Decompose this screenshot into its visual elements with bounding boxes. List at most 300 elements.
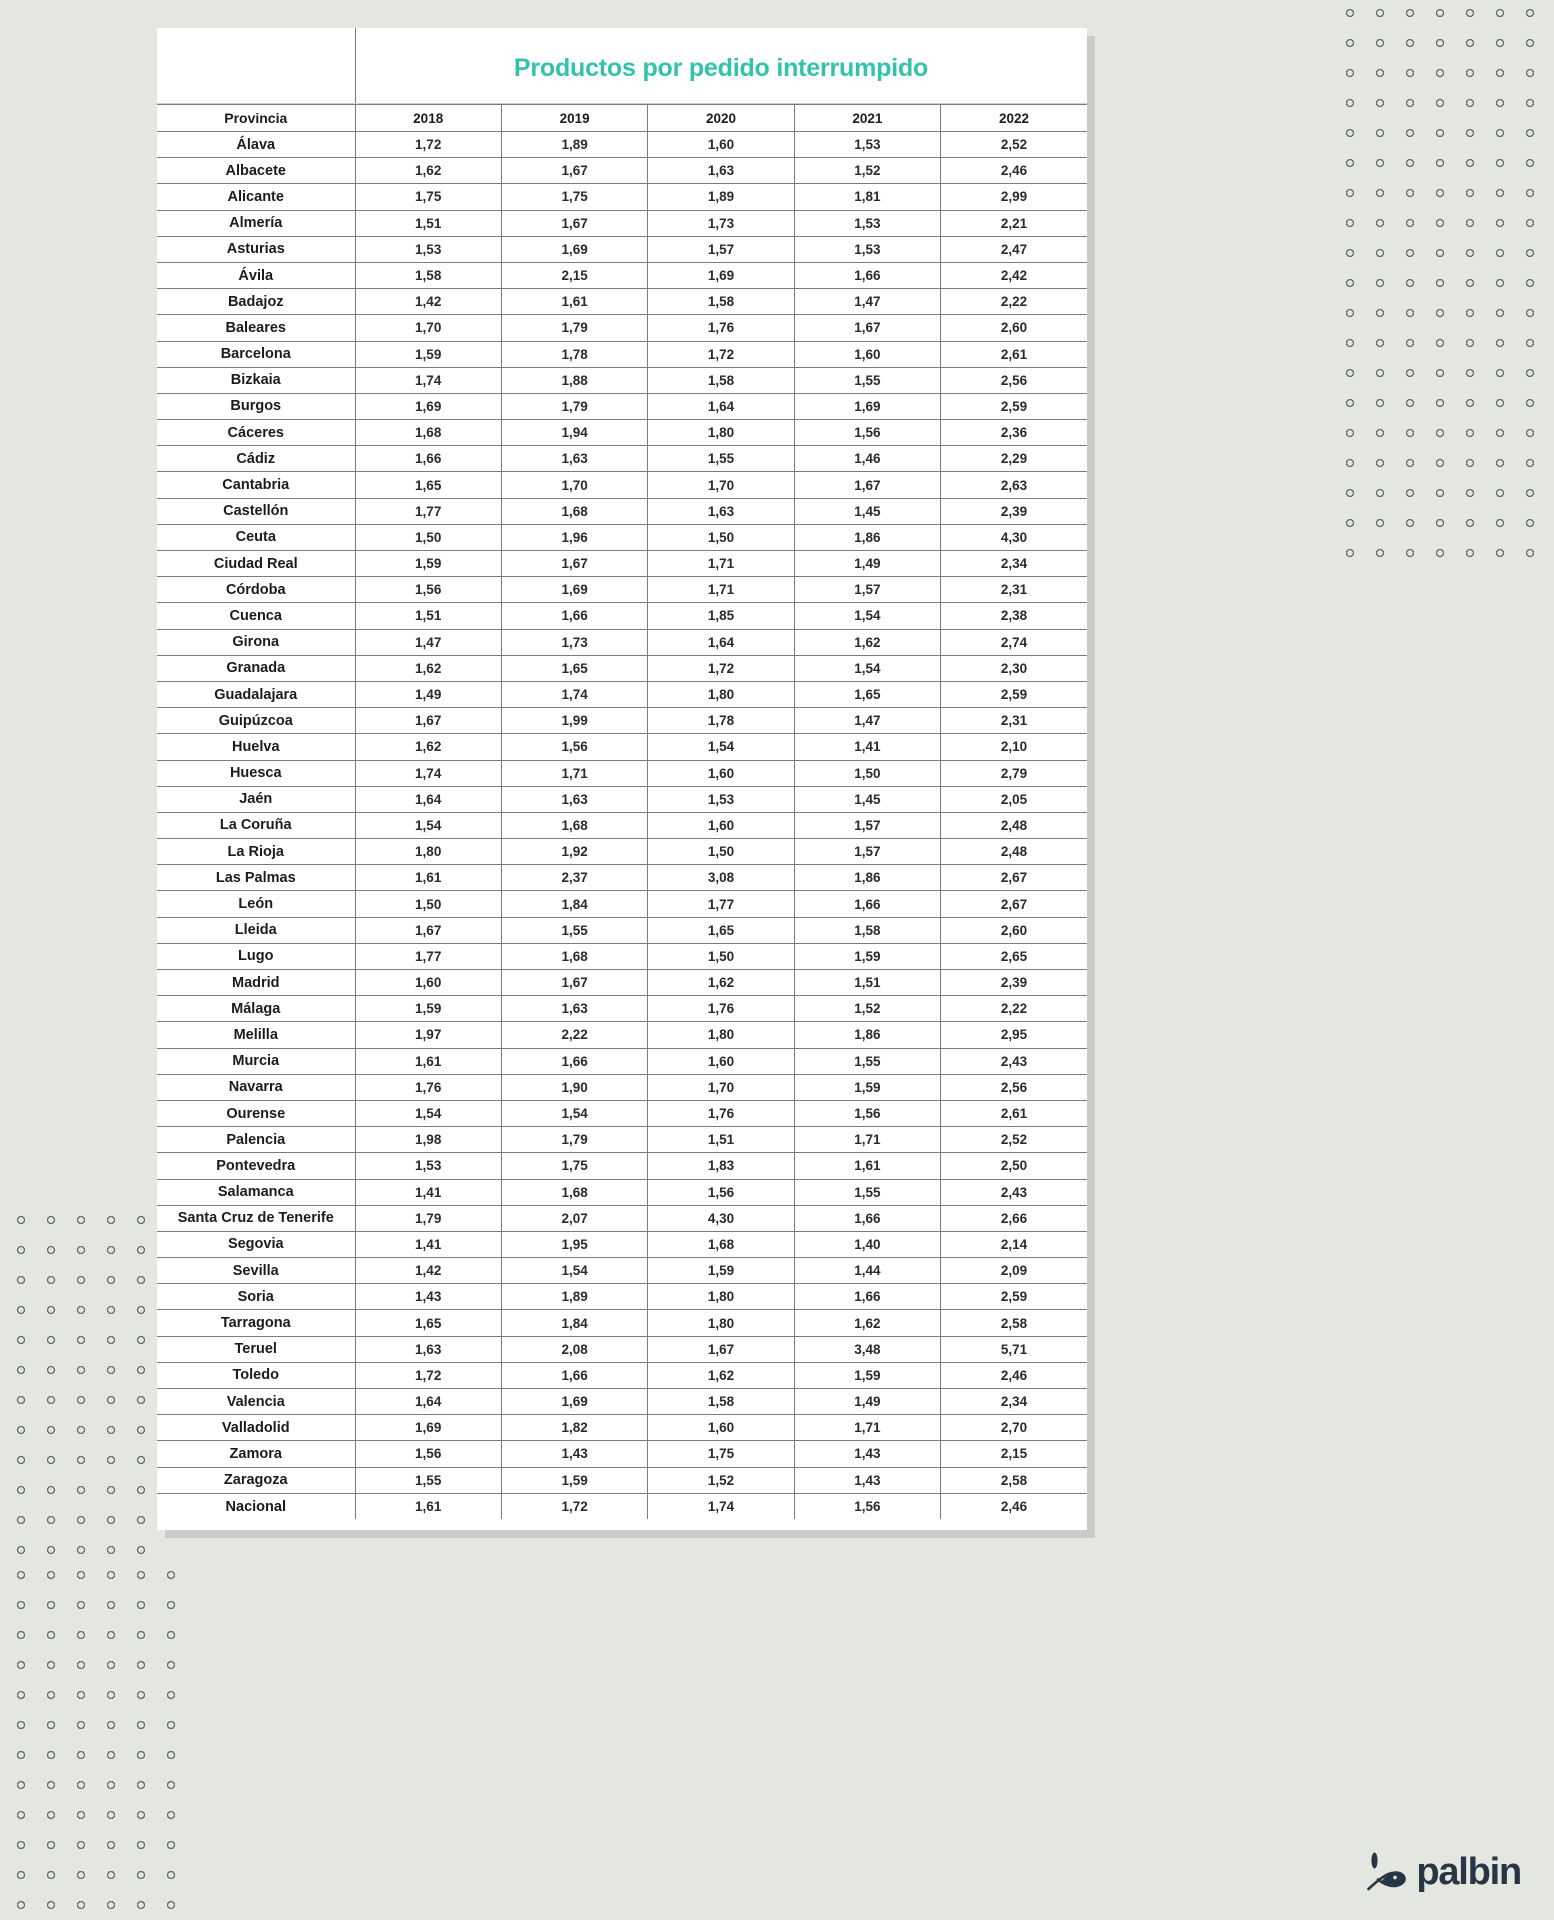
cell-value-2019: 1,66	[501, 1048, 647, 1074]
cell-value-2019: 1,69	[501, 1389, 647, 1415]
cell-value-2021: 1,46	[794, 446, 940, 472]
cell-value-2018: 1,67	[355, 708, 501, 734]
cell-value-2018: 1,56	[355, 1441, 501, 1467]
column-header-2018: 2018	[355, 105, 501, 132]
cell-value-2021: 1,57	[794, 839, 940, 865]
cell-value-2019: 1,65	[501, 655, 647, 681]
page-title: Productos por pedido interrumpido	[513, 54, 929, 82]
cell-province: Santa Cruz de Tenerife	[157, 1205, 355, 1231]
cell-value-2021: 1,86	[794, 1022, 940, 1048]
cell-value-2020: 1,80	[648, 681, 794, 707]
cell-province: Huelva	[157, 734, 355, 760]
cell-value-2018: 1,79	[355, 1205, 501, 1231]
cell-value-2021: 1,66	[794, 1284, 940, 1310]
cell-value-2019: 1,67	[501, 158, 647, 184]
cell-value-2019: 1,73	[501, 629, 647, 655]
cell-value-2021: 1,86	[794, 524, 940, 550]
cell-value-2021: 1,47	[794, 708, 940, 734]
dot-pattern-bottom-left	[6, 1205, 161, 1560]
cell-value-2019: 1,75	[501, 1153, 647, 1179]
cell-value-2020: 1,56	[648, 1179, 794, 1205]
cell-value-2018: 1,66	[355, 446, 501, 472]
table-row	[157, 839, 1087, 865]
cell-value-2021: 1,59	[794, 1074, 940, 1100]
cell-province: Málaga	[157, 996, 355, 1022]
cell-value-2020: 1,75	[648, 1441, 794, 1467]
cell-province: Albacete	[157, 158, 355, 184]
cell-province: Guipúzcoa	[157, 708, 355, 734]
cell-value-2021: 1,55	[794, 367, 940, 393]
cell-province: La Rioja	[157, 839, 355, 865]
cell-value-2022: 2,34	[941, 551, 1087, 577]
cell-value-2019: 1,54	[501, 1100, 647, 1126]
table-row	[157, 1284, 1087, 1310]
cell-value-2019: 1,69	[501, 236, 647, 262]
cell-value-2020: 1,76	[648, 996, 794, 1022]
cell-value-2022: 2,58	[941, 1467, 1087, 1493]
cell-value-2018: 1,53	[355, 236, 501, 262]
column-header-provincia: Provincia	[157, 105, 355, 132]
cell-value-2020: 1,77	[648, 891, 794, 917]
cell-value-2022: 2,31	[941, 577, 1087, 603]
cell-value-2022: 2,31	[941, 708, 1087, 734]
cell-value-2019: 1,56	[501, 734, 647, 760]
cell-value-2019: 1,75	[501, 184, 647, 210]
cell-value-2018: 1,61	[355, 865, 501, 891]
cell-value-2020: 1,60	[648, 1048, 794, 1074]
table-row	[157, 681, 1087, 707]
cell-province: Córdoba	[157, 577, 355, 603]
cell-value-2022: 2,38	[941, 603, 1087, 629]
cell-value-2021: 1,51	[794, 970, 940, 996]
cell-value-2022: 2,34	[941, 1389, 1087, 1415]
cell-value-2021: 3,48	[794, 1336, 940, 1362]
table-row	[157, 1441, 1087, 1467]
cell-value-2020: 1,76	[648, 1100, 794, 1126]
cell-value-2019: 1,94	[501, 420, 647, 446]
cell-province: Madrid	[157, 970, 355, 996]
cell-province: Ceuta	[157, 524, 355, 550]
table-row	[157, 446, 1087, 472]
cell-province: Cádiz	[157, 446, 355, 472]
cell-value-2021: 1,86	[794, 865, 940, 891]
cell-province: Nacional	[157, 1493, 355, 1519]
cell-value-2019: 1,95	[501, 1231, 647, 1257]
table-row	[157, 1205, 1087, 1231]
cell-value-2021: 1,54	[794, 603, 940, 629]
cell-value-2022: 2,36	[941, 420, 1087, 446]
cell-value-2019: 1,79	[501, 393, 647, 419]
cell-value-2018: 1,97	[355, 1022, 501, 1048]
fish-icon	[1363, 1852, 1407, 1892]
cell-value-2022: 2,99	[941, 184, 1087, 210]
cell-value-2021: 1,45	[794, 498, 940, 524]
cell-value-2022: 2,42	[941, 262, 1087, 288]
table-row	[157, 1258, 1087, 1284]
cell-value-2020: 1,76	[648, 315, 794, 341]
cell-value-2022: 2,66	[941, 1205, 1087, 1231]
cell-value-2021: 1,41	[794, 734, 940, 760]
cell-value-2022: 2,61	[941, 1100, 1087, 1126]
cell-value-2019: 1,72	[501, 1493, 647, 1519]
cell-value-2019: 1,89	[501, 132, 647, 158]
cell-value-2018: 1,42	[355, 1258, 501, 1284]
cell-value-2018: 1,63	[355, 1336, 501, 1362]
cell-value-2018: 1,53	[355, 1153, 501, 1179]
cell-value-2021: 1,67	[794, 472, 940, 498]
cell-province: Navarra	[157, 1074, 355, 1100]
table-row	[157, 577, 1087, 603]
cell-value-2019: 1,74	[501, 681, 647, 707]
cell-value-2021: 1,81	[794, 184, 940, 210]
cell-province: Zaragoza	[157, 1467, 355, 1493]
table-row	[157, 970, 1087, 996]
cell-value-2019: 1,66	[501, 603, 647, 629]
cell-value-2021: 1,40	[794, 1231, 940, 1257]
cell-value-2018: 1,59	[355, 341, 501, 367]
cell-value-2022: 2,30	[941, 655, 1087, 681]
cell-value-2021: 1,52	[794, 996, 940, 1022]
table-row	[157, 1179, 1087, 1205]
table-row	[157, 184, 1087, 210]
cell-value-2019: 1,59	[501, 1467, 647, 1493]
cell-value-2020: 1,74	[648, 1493, 794, 1519]
cell-value-2021: 1,65	[794, 681, 940, 707]
cell-value-2020: 1,51	[648, 1127, 794, 1153]
cell-value-2018: 1,72	[355, 1362, 501, 1388]
cell-province: Palencia	[157, 1127, 355, 1153]
table-row	[157, 1153, 1087, 1179]
table-row	[157, 1231, 1087, 1257]
table-row	[157, 734, 1087, 760]
table-row	[157, 655, 1087, 681]
cell-value-2019: 1,88	[501, 367, 647, 393]
cell-value-2018: 1,75	[355, 184, 501, 210]
cell-value-2019: 1,67	[501, 210, 647, 236]
cell-value-2018: 1,47	[355, 629, 501, 655]
cell-value-2019: 1,63	[501, 446, 647, 472]
cell-value-2020: 1,50	[648, 839, 794, 865]
cell-value-2022: 2,67	[941, 865, 1087, 891]
cell-value-2020: 1,62	[648, 1362, 794, 1388]
cell-value-2020: 1,57	[648, 236, 794, 262]
cell-value-2022: 2,74	[941, 629, 1087, 655]
table-row	[157, 1074, 1087, 1100]
cell-value-2018: 1,74	[355, 760, 501, 786]
cell-value-2022: 2,70	[941, 1415, 1087, 1441]
cell-value-2018: 1,55	[355, 1467, 501, 1493]
column-header-2022: 2022	[941, 105, 1087, 132]
cell-value-2018: 1,76	[355, 1074, 501, 1100]
cell-province: Baleares	[157, 315, 355, 341]
cell-value-2020: 1,85	[648, 603, 794, 629]
table-row	[157, 786, 1087, 812]
cell-value-2022: 2,48	[941, 839, 1087, 865]
cell-value-2021: 1,43	[794, 1441, 940, 1467]
cell-value-2018: 1,54	[355, 812, 501, 838]
cell-value-2020: 1,60	[648, 760, 794, 786]
cell-value-2020: 1,67	[648, 1336, 794, 1362]
cell-province: Jaén	[157, 786, 355, 812]
cell-value-2020: 1,80	[648, 1310, 794, 1336]
cell-value-2018: 1,70	[355, 315, 501, 341]
cell-value-2021: 1,62	[794, 629, 940, 655]
cell-value-2019: 1,70	[501, 472, 647, 498]
table-row	[157, 943, 1087, 969]
cell-value-2019: 1,69	[501, 577, 647, 603]
cell-value-2022: 2,95	[941, 1022, 1087, 1048]
cell-province: Huesca	[157, 760, 355, 786]
cell-value-2021: 1,66	[794, 1205, 940, 1231]
cell-value-2022: 2,60	[941, 917, 1087, 943]
cell-province: La Coruña	[157, 812, 355, 838]
cell-value-2022: 2,59	[941, 393, 1087, 419]
cell-value-2020: 1,64	[648, 393, 794, 419]
cell-value-2019: 1,84	[501, 891, 647, 917]
cell-value-2022: 2,56	[941, 367, 1087, 393]
cell-province: Asturias	[157, 236, 355, 262]
cell-value-2020: 1,71	[648, 577, 794, 603]
cell-province: Las Palmas	[157, 865, 355, 891]
cell-value-2020: 1,62	[648, 970, 794, 996]
table-row	[157, 629, 1087, 655]
cell-value-2018: 1,43	[355, 1284, 501, 1310]
cell-province: Lugo	[157, 943, 355, 969]
cell-value-2021: 1,47	[794, 289, 940, 315]
cell-value-2019: 1,96	[501, 524, 647, 550]
cell-province: Cuenca	[157, 603, 355, 629]
cell-province: Cáceres	[157, 420, 355, 446]
cell-value-2020: 1,64	[648, 629, 794, 655]
cell-value-2019: 1,79	[501, 1127, 647, 1153]
cell-value-2018: 1,62	[355, 655, 501, 681]
cell-value-2021: 1,66	[794, 891, 940, 917]
table-row	[157, 1467, 1087, 1493]
column-header-2020: 2020	[648, 105, 794, 132]
cell-value-2022: 2,58	[941, 1310, 1087, 1336]
cell-value-2018: 1,51	[355, 210, 501, 236]
cell-value-2018: 1,77	[355, 498, 501, 524]
cell-value-2021: 1,55	[794, 1179, 940, 1205]
table-row	[157, 1022, 1087, 1048]
cell-value-2018: 1,64	[355, 786, 501, 812]
cell-value-2018: 1,72	[355, 132, 501, 158]
cell-value-2018: 1,74	[355, 367, 501, 393]
cell-value-2021: 1,57	[794, 577, 940, 603]
table-row	[157, 367, 1087, 393]
cell-value-2021: 1,58	[794, 917, 940, 943]
cell-value-2022: 2,52	[941, 132, 1087, 158]
cell-value-2019: 1,67	[501, 551, 647, 577]
cell-value-2019: 2,08	[501, 1336, 647, 1362]
table-row	[157, 472, 1087, 498]
cell-value-2021: 1,67	[794, 315, 940, 341]
cell-value-2019: 1,78	[501, 341, 647, 367]
table-head	[157, 105, 1087, 132]
cell-value-2022: 2,22	[941, 289, 1087, 315]
cell-value-2020: 1,60	[648, 812, 794, 838]
table-row	[157, 760, 1087, 786]
cell-province: Zamora	[157, 1441, 355, 1467]
cell-value-2020: 1,50	[648, 524, 794, 550]
cell-value-2019: 2,07	[501, 1205, 647, 1231]
palbin-logo	[1363, 1852, 1521, 1892]
cell-value-2021: 1,71	[794, 1127, 940, 1153]
cell-value-2020: 1,52	[648, 1467, 794, 1493]
cell-value-2020: 1,50	[648, 943, 794, 969]
table-row	[157, 1336, 1087, 1362]
cell-province: Pontevedra	[157, 1153, 355, 1179]
cell-value-2022: 2,63	[941, 472, 1087, 498]
cell-value-2021: 1,60	[794, 341, 940, 367]
cell-value-2022: 2,56	[941, 1074, 1087, 1100]
cell-province: Ávila	[157, 262, 355, 288]
cell-value-2022: 2,43	[941, 1179, 1087, 1205]
cell-province: Tarragona	[157, 1310, 355, 1336]
table-row	[157, 1127, 1087, 1153]
cell-value-2019: 1,71	[501, 760, 647, 786]
table-row	[157, 708, 1087, 734]
cell-value-2020: 1,80	[648, 1022, 794, 1048]
cell-value-2020: 1,72	[648, 655, 794, 681]
table-row	[157, 1415, 1087, 1441]
cell-value-2021: 1,57	[794, 812, 940, 838]
cell-value-2019: 1,68	[501, 943, 647, 969]
cell-value-2022: 2,61	[941, 341, 1087, 367]
cell-value-2021: 1,49	[794, 1389, 940, 1415]
cell-value-2021: 1,56	[794, 1100, 940, 1126]
cell-value-2021: 1,54	[794, 655, 940, 681]
table-row	[157, 917, 1087, 943]
cell-value-2018: 1,61	[355, 1493, 501, 1519]
cell-province: Melilla	[157, 1022, 355, 1048]
cell-value-2022: 2,21	[941, 210, 1087, 236]
cell-value-2019: 2,15	[501, 262, 647, 288]
cell-province: Castellón	[157, 498, 355, 524]
cell-province: Toledo	[157, 1362, 355, 1388]
cell-value-2018: 1,62	[355, 734, 501, 760]
cell-value-2021: 1,50	[794, 760, 940, 786]
cell-value-2018: 1,58	[355, 262, 501, 288]
cell-value-2019: 1,92	[501, 839, 647, 865]
table-row	[157, 1493, 1087, 1519]
cell-value-2019: 1,63	[501, 996, 647, 1022]
cell-province: Álava	[157, 132, 355, 158]
cell-value-2022: 2,46	[941, 158, 1087, 184]
cell-value-2018: 1,77	[355, 943, 501, 969]
cell-value-2022: 2,09	[941, 1258, 1087, 1284]
table-row	[157, 210, 1087, 236]
table-row	[157, 1362, 1087, 1388]
cell-value-2019: 1,99	[501, 708, 647, 734]
cell-value-2018: 1,64	[355, 1389, 501, 1415]
cell-value-2018: 1,67	[355, 917, 501, 943]
cell-value-2019: 2,37	[501, 865, 647, 891]
cell-value-2022: 2,67	[941, 891, 1087, 917]
cell-value-2022: 2,29	[941, 446, 1087, 472]
cell-value-2021: 1,49	[794, 551, 940, 577]
table-row	[157, 524, 1087, 550]
cell-province: Barcelona	[157, 341, 355, 367]
cell-value-2020: 1,83	[648, 1153, 794, 1179]
cell-value-2022: 2,46	[941, 1362, 1087, 1388]
cell-value-2019: 1,54	[501, 1258, 647, 1284]
cell-value-2020: 1,71	[648, 551, 794, 577]
table-header-row	[157, 105, 1087, 132]
cell-value-2018: 1,56	[355, 577, 501, 603]
cell-value-2022: 2,79	[941, 760, 1087, 786]
cell-value-2020: 1,73	[648, 210, 794, 236]
cell-value-2018: 1,54	[355, 1100, 501, 1126]
cell-value-2022: 2,10	[941, 734, 1087, 760]
cell-value-2019: 1,90	[501, 1074, 647, 1100]
cell-value-2020: 1,63	[648, 498, 794, 524]
cell-value-2022: 2,05	[941, 786, 1087, 812]
cell-value-2020: 1,65	[648, 917, 794, 943]
cell-value-2020: 4,30	[648, 1205, 794, 1231]
cell-province: Lleida	[157, 917, 355, 943]
cell-value-2020: 1,58	[648, 367, 794, 393]
cell-value-2018: 1,41	[355, 1179, 501, 1205]
cell-value-2019: 1,43	[501, 1441, 647, 1467]
cell-value-2018: 1,68	[355, 420, 501, 446]
cell-value-2022: 2,65	[941, 943, 1087, 969]
cell-value-2021: 1,44	[794, 1258, 940, 1284]
cell-value-2018: 1,65	[355, 472, 501, 498]
cell-value-2019: 1,79	[501, 315, 647, 341]
table-row	[157, 1389, 1087, 1415]
table-row	[157, 289, 1087, 315]
cell-value-2019: 1,84	[501, 1310, 647, 1336]
column-header-2019: 2019	[501, 105, 647, 132]
cell-value-2022: 2,14	[941, 1231, 1087, 1257]
cell-value-2019: 2,22	[501, 1022, 647, 1048]
dot-pattern-top-right	[1335, 0, 1545, 578]
cell-value-2019: 1,63	[501, 786, 647, 812]
cell-value-2018: 1,98	[355, 1127, 501, 1153]
cell-province: Segovia	[157, 1231, 355, 1257]
cell-value-2021: 1,62	[794, 1310, 940, 1336]
cell-value-2020: 1,63	[648, 158, 794, 184]
cell-province: Valladolid	[157, 1415, 355, 1441]
cell-value-2021: 1,71	[794, 1415, 940, 1441]
cell-value-2022: 2,59	[941, 1284, 1087, 1310]
cell-value-2022: 4,30	[941, 524, 1087, 550]
table-row	[157, 393, 1087, 419]
cell-province: Alicante	[157, 184, 355, 210]
table-row	[157, 865, 1087, 891]
cell-value-2019: 1,82	[501, 1415, 647, 1441]
cell-value-2019: 1,55	[501, 917, 647, 943]
cell-value-2020: 1,70	[648, 1074, 794, 1100]
cell-province: Burgos	[157, 393, 355, 419]
cell-value-2018: 1,65	[355, 1310, 501, 1336]
cell-value-2020: 1,68	[648, 1231, 794, 1257]
cell-value-2020: 1,59	[648, 1258, 794, 1284]
data-table	[157, 104, 1087, 1519]
table-row	[157, 1310, 1087, 1336]
cell-value-2021: 1,56	[794, 420, 940, 446]
cell-value-2018: 1,61	[355, 1048, 501, 1074]
table-row	[157, 158, 1087, 184]
cell-value-2018: 1,41	[355, 1231, 501, 1257]
cell-value-2018: 1,62	[355, 158, 501, 184]
cell-value-2022: 2,15	[941, 1441, 1087, 1467]
cell-province: Granada	[157, 655, 355, 681]
cell-value-2018: 1,60	[355, 970, 501, 996]
cell-value-2021: 1,43	[794, 1467, 940, 1493]
cell-province: Girona	[157, 629, 355, 655]
